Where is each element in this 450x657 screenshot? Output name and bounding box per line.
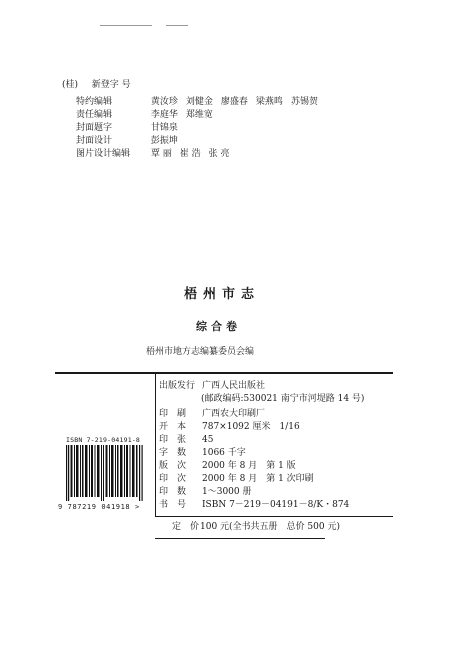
cip-row-format: 开 本 787×1092 厘米 1/16 xyxy=(159,422,300,432)
series-tag: (桂) xyxy=(62,80,79,90)
barcode-digits: 9 787219 041918 > xyxy=(58,503,140,511)
rule-vertical xyxy=(155,374,156,516)
cip-row-sheets: 印 张 45 xyxy=(159,435,214,445)
editor-row-special: 特约编辑 黄汝珍 刘健金 廖盛春 梁燕鸣 苏锡贺 xyxy=(76,97,318,107)
rule-bottom xyxy=(155,516,393,517)
scan-artifact-left xyxy=(100,25,152,26)
editor-row-responsible: 责任编辑 李庭华 郑维宽 xyxy=(76,110,213,120)
rule-price xyxy=(155,538,325,539)
barcode-isbn-label: ISBN 7-219-04191-8 xyxy=(66,436,141,444)
cip-publisher: 出版发行 广西人民出版社 xyxy=(159,381,266,391)
book-volume: 综合卷 xyxy=(196,320,241,333)
rule-top xyxy=(55,372,393,374)
book-title: 梧州市志 xyxy=(184,287,261,302)
cip-row-print: 印 刷 广西农大印刷厂 xyxy=(159,409,266,419)
cip-row-print-run: 印 数 1～3000 册 xyxy=(159,487,252,497)
editor-row-image-design: 图片设计编辑 覃 丽 崔 浩 张 亮 xyxy=(76,149,230,159)
cip-address: (邮政编码:530021 南宁市河堤路 14 号) xyxy=(201,394,365,404)
editor-row-cover-calligraphy: 封面题字 甘锦泉 xyxy=(76,123,178,133)
cip-row-isbn: 书 号 ISBN 7－219－04191－8/K・874 xyxy=(159,500,350,510)
book-compiler: 梧州市地方志编纂委员会编 xyxy=(146,347,255,357)
scan-artifact-right xyxy=(166,25,188,26)
barcode-icon xyxy=(66,445,143,501)
series-registration xyxy=(62,80,131,91)
cip-row-printing: 印 次 2000 年 8 月 第 1 次印刷 xyxy=(159,474,314,484)
cip-price: 定 价100 元(全书共五册 总价 500 元) xyxy=(172,522,340,532)
cip-row-wordcount: 字 数 1066 千字 xyxy=(159,448,246,458)
cip-row-edition: 版 次 2000 年 8 月 第 1 版 xyxy=(159,461,296,471)
editor-row-cover-design: 封面设计 彭振坤 xyxy=(76,136,178,146)
registration-text: 新登字 号 xyxy=(91,80,131,90)
